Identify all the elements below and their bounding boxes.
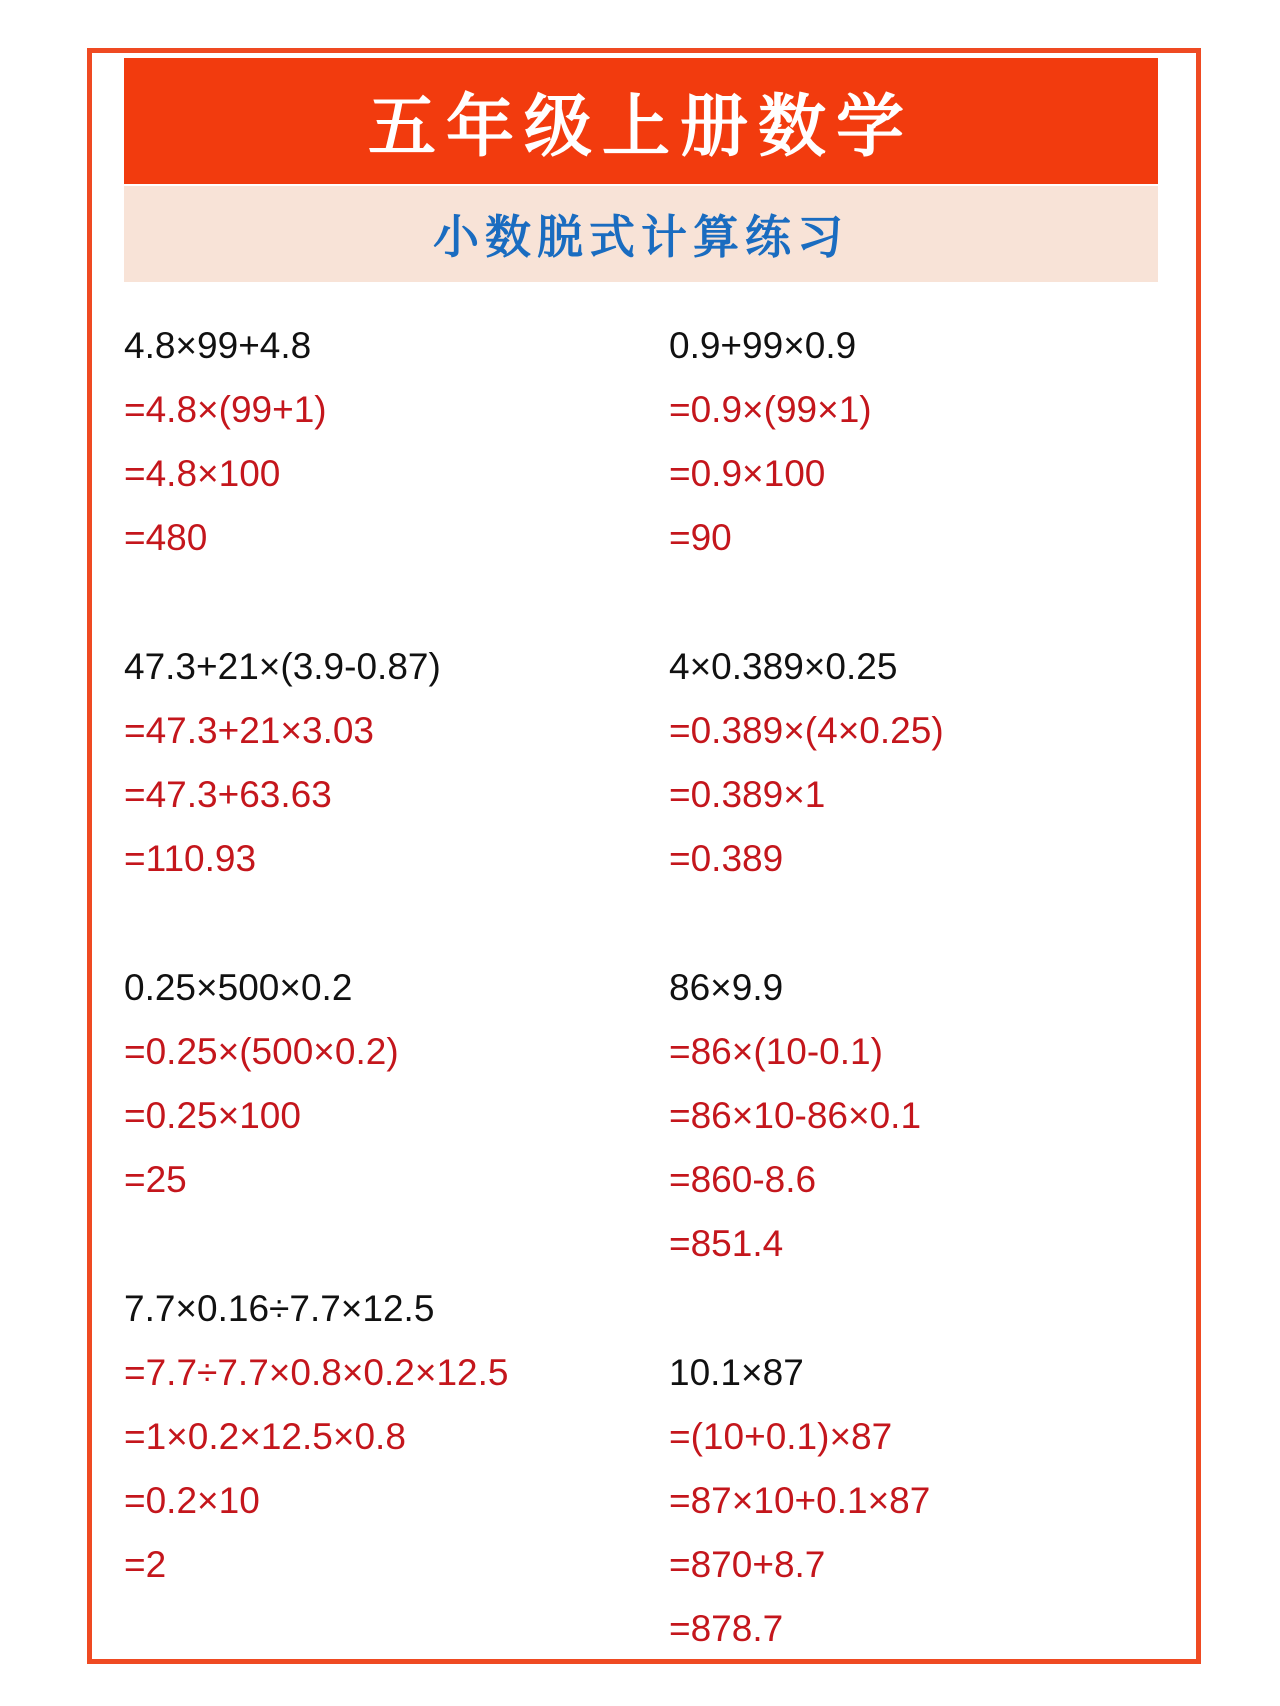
solution-step: =0.25×100 bbox=[124, 1095, 301, 1136]
solution-step: =2 bbox=[124, 1544, 167, 1585]
problem-question: 86×9.9 bbox=[669, 967, 784, 1008]
problem-question: 10.1×87 bbox=[669, 1352, 804, 1393]
problem-block bbox=[124, 1277, 684, 1597]
solution-step: =86×10-86×0.1 bbox=[669, 1095, 922, 1136]
problem-question: 4×0.389×0.25 bbox=[669, 646, 898, 687]
solution-step: =878.7 bbox=[669, 1608, 784, 1649]
problem-block bbox=[124, 956, 684, 1212]
solution-step: =86×(10-0.1) bbox=[669, 1031, 883, 1072]
solution-step: =0.389×(4×0.25) bbox=[669, 710, 944, 751]
solution-step: =110.93 bbox=[124, 838, 257, 879]
solution-step: =47.3+21×3.03 bbox=[124, 710, 375, 751]
solution-step: =4.8×(99+1) bbox=[124, 389, 327, 430]
solution-step: =480 bbox=[124, 517, 208, 558]
problem-question: 7.7×0.16÷7.7×12.5 bbox=[124, 1288, 435, 1329]
problem-block bbox=[669, 635, 1229, 891]
solution-step: =47.3+63.63 bbox=[124, 774, 332, 815]
solution-step: =0.9×100 bbox=[669, 453, 826, 494]
solution-step: =870+8.7 bbox=[669, 1544, 826, 1585]
solution-step: =4.8×100 bbox=[124, 453, 281, 494]
page-subtitle: 小数脱式计算练习 bbox=[433, 210, 849, 264]
solution-step: =0.389×1 bbox=[669, 774, 826, 815]
solution-step: =0.9×(99×1) bbox=[669, 389, 872, 430]
problem-block bbox=[124, 314, 684, 570]
solution-step: =0.389 bbox=[669, 838, 784, 879]
solution-step: =1×0.2×12.5×0.8 bbox=[124, 1416, 406, 1457]
page-title: 五年级上册数学 bbox=[367, 86, 914, 167]
solution-step: =7.7÷7.7×0.8×0.2×12.5 bbox=[124, 1352, 509, 1393]
problem-block bbox=[124, 635, 684, 891]
problem-question: 0.9+99×0.9 bbox=[669, 325, 857, 366]
solution-step: =851.4 bbox=[669, 1223, 784, 1264]
solution-step: =87×10+0.1×87 bbox=[669, 1480, 931, 1521]
title-banner bbox=[124, 58, 1158, 184]
subtitle-banner bbox=[124, 186, 1158, 282]
problem-question: 0.25×500×0.2 bbox=[124, 967, 353, 1008]
solution-step: =25 bbox=[124, 1159, 187, 1200]
solution-step: =860-8.6 bbox=[669, 1159, 817, 1200]
solution-step: =0.25×(500×0.2) bbox=[124, 1031, 399, 1072]
problem-question: 4.8×99+4.8 bbox=[124, 325, 312, 366]
problem-block bbox=[669, 1341, 1229, 1661]
problem-block bbox=[669, 956, 1229, 1276]
solution-step: =0.2×10 bbox=[124, 1480, 260, 1521]
solution-step: =(10+0.1)×87 bbox=[669, 1416, 893, 1457]
problem-block bbox=[669, 314, 1229, 570]
solution-step: =90 bbox=[669, 517, 732, 558]
problem-question: 47.3+21×(3.9-0.87) bbox=[124, 646, 441, 687]
